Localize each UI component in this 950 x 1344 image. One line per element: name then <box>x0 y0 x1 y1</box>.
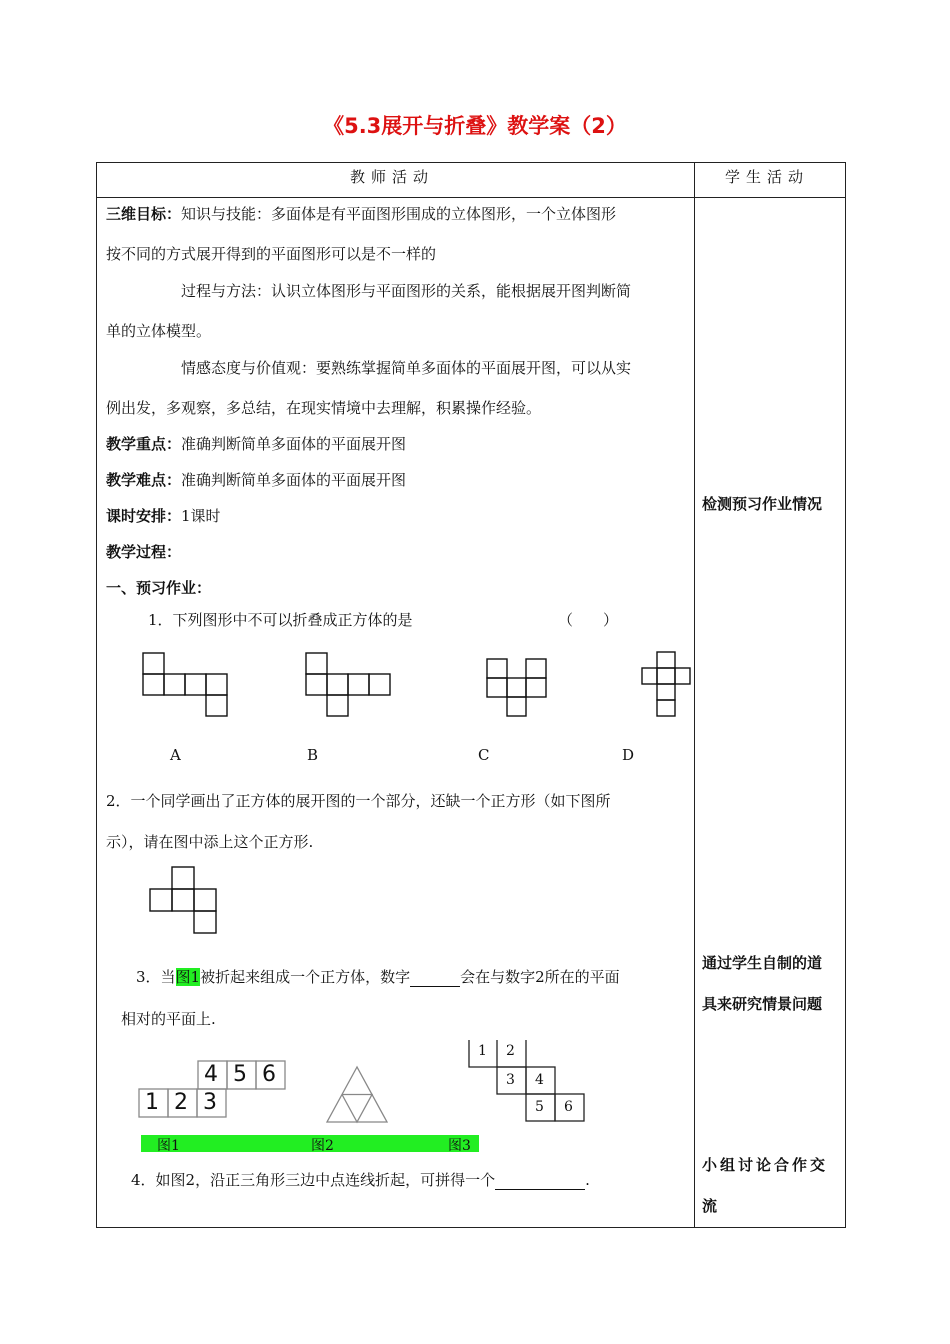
figure-2 <box>327 1067 387 1122</box>
goals-label: 三维目标： <box>106 205 182 223</box>
q2-line1: 2．一个同学画出了正方体的展开图的一个部分，还缺一个正方形（如下图所 <box>106 792 611 810</box>
goals-line2: 按不同的方式展开得到的平面图形可以是不一样的 <box>106 245 437 263</box>
q4-answer-blank[interactable] <box>495 1171 585 1190</box>
right-note-3b: 流 <box>702 1197 718 1215</box>
goals-line4: 单的立体模型。 <box>106 322 212 340</box>
q3-suffix: 会在与数字2所在的平面 <box>460 968 620 986</box>
q3-highlight: 图1 <box>175 968 201 986</box>
right-note-2b: 具来研究情景问题 <box>702 995 823 1013</box>
q4-suffix: . <box>585 1171 590 1189</box>
fig1-digit-6: 6 <box>262 1062 276 1087</box>
option-d: D <box>622 746 635 764</box>
fig3-digit-6: 6 <box>564 1099 573 1115</box>
schedule-label: 课时安排： <box>106 507 182 525</box>
right-note-1: 检测预习作业情况 <box>702 495 823 513</box>
process-label: 教学过程： <box>106 543 182 561</box>
caption-fig3: 图3 <box>448 1138 471 1154</box>
q2-line2: 示），请在图中添上这个正方形. <box>106 833 314 851</box>
fig3-digit-3: 3 <box>506 1072 515 1088</box>
schedule-text: 1课时 <box>181 507 221 525</box>
fig1-digit-4: 4 <box>204 1062 218 1087</box>
fig1-digit-1: 1 <box>145 1090 159 1115</box>
goals-line6: 例出发，多观察，多总结，在现实情境中去理解，积累操作经验。 <box>106 399 542 417</box>
key-point-label: 教学重点： <box>106 435 182 453</box>
caption-fig2: 图2 <box>311 1138 334 1154</box>
q1-text: 1．下列图形中不可以折叠成正方体的是 <box>148 611 413 629</box>
fig3-digit-5: 5 <box>535 1099 544 1115</box>
right-note-2a: 通过学生自制的道 <box>702 954 823 972</box>
goals-text1: 知识与技能：多面体是有平面图形围成的立体图形，一个立体图形 <box>181 205 617 223</box>
q3-middle: 被折起来组成一个正方体，数字 <box>200 968 411 986</box>
fig3-digit-4: 4 <box>535 1072 544 1088</box>
q1-paren: （ ） <box>558 611 619 629</box>
option-b: B <box>307 746 319 764</box>
section1-label: 一、预习作业： <box>106 579 212 597</box>
figure-caption-bar <box>141 1135 479 1152</box>
fig1-digit-3: 3 <box>203 1090 217 1115</box>
fig1-digit-2: 2 <box>174 1090 188 1115</box>
difficulty-text: 准确判断简单多面体的平面展开图 <box>181 471 407 489</box>
header-teacher-activity: 教师活动 <box>350 168 435 186</box>
fig3-digit-1: 1 <box>478 1043 487 1059</box>
q4-prefix: 4．如图2，沿正三角形三边中点连线折起，可拼得一个 <box>131 1171 496 1189</box>
option-a: A <box>170 746 181 764</box>
fig3-digit-2: 2 <box>506 1043 515 1059</box>
q3-line2: 相对的平面上. <box>121 1010 216 1028</box>
header-student-activity: 学生活动 <box>725 168 810 186</box>
q3-prefix: 3．当 <box>136 968 176 986</box>
difficulty-label: 教学难点： <box>106 471 182 489</box>
fig1-digit-5: 5 <box>233 1062 247 1087</box>
right-note-3a: 小组讨论合作交 <box>702 1156 829 1174</box>
option-c: C <box>478 746 490 764</box>
caption-fig1: 图1 <box>157 1138 180 1154</box>
goals-line3: 过程与方法：认识立体图形与平面图形的关系，能根据展开图判断简 <box>181 282 632 300</box>
goals-line5: 情感态度与价值观：要熟练掌握简单多面体的平面展开图，可以从实 <box>181 359 632 377</box>
key-point-text: 准确判断简单多面体的平面展开图 <box>181 435 407 453</box>
q4-line <box>131 1169 590 1190</box>
page-title: 《5.3展开与折叠》教学案（2） <box>323 114 627 138</box>
